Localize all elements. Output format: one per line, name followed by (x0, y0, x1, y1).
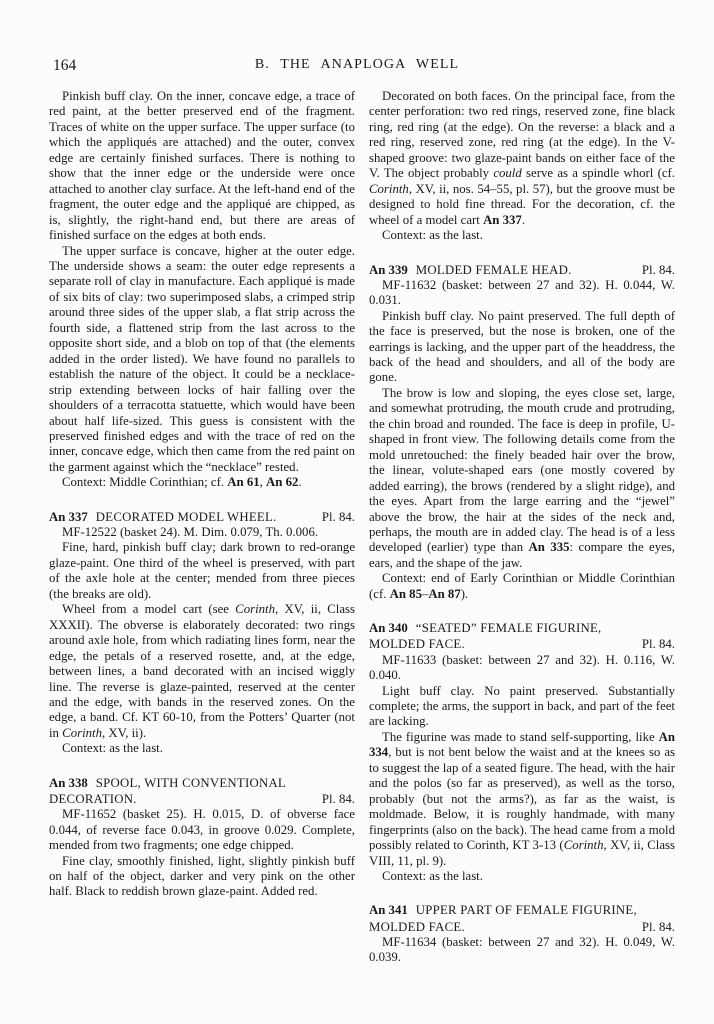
inventory-line: MF-11634 (basket: between 27 and 32). H. 0.049, W. 0.039. (369, 934, 675, 965)
entry-an337-heading (49, 509, 355, 525)
entry-title: “SEATED” FEMALE FIGURINE, (415, 621, 602, 636)
heading-line-2 (369, 919, 675, 935)
heading-line-2 (369, 636, 675, 652)
catalogue-number: An 340 (369, 621, 408, 636)
inventory-line: MF-11632 (basket: between 27 and 32). H. 0.044, W. 0.031. (369, 277, 675, 308)
context-line: Context: as the last. (382, 228, 483, 243)
text-columns (49, 89, 675, 966)
entry-title-continued: MOLDED FACE. (369, 637, 465, 652)
entry-an341-heading (369, 902, 675, 934)
condition-paragraph: Light buff clay. No paint preserved. Substantially complete; the arms, the support in back, and part of the feet are lacking. (369, 683, 675, 729)
catalogue-number: An 337 (49, 509, 88, 524)
entry-an340-heading (369, 620, 675, 652)
heading-left (369, 262, 572, 278)
page-number: 164 (53, 57, 77, 74)
description-paragraph: Decorated on both faces. On the principal face, from the center perforation: two red rings, reserved zone, fine black ring, red ring (at the edge). On the reverse: a black and a red ring, reserved zone, red ring (at the edge). In the V-shaped groove: two glaze-paint bands on either face of the V. The object probably could serve as a spindle whorl (cf. Corinth, XV, ii, nos. 54–55, pl. 57), but the groove must be designed to hold fine thread. For the decoration, cf. the wheel of a model cart An 337. (369, 89, 675, 227)
running-title: B. THE ANAPLOGA WELL (254, 57, 460, 72)
entry-an339-heading (369, 262, 675, 278)
plate-reference: Pl. 84. (321, 791, 355, 806)
heading-line-2 (49, 791, 355, 807)
entry-title: SPOOL, WITH CONVENTIONAL (95, 775, 287, 790)
left-column (49, 89, 355, 966)
plate-reference: Pl. 84. (641, 262, 675, 277)
description-paragraph: The upper surface is concave, higher at the outer edge. The underside shows a seam: the outer edge represents a separate roll of clay in manufacture. Each appliqué is made of six bits of clay: two superimposed slabs, a crimped strip around three sides of the upper slab, a flat strip across the fourth side, a flattened strip from the last across to the opposite short side, and a blob on top of that (the elements added in the order listed). We have found no parallels to establish the nature of the object. It could be a necklace-strip extending between locks of hair falling over the shoulders of a terracotta statuette, which would have been about half life-sized. This guess is consistent with the preserved finished edges and with the trace of red on the inner, concave edge, which then came from the red paint on the garment against which the “necklace” rested. (49, 243, 355, 474)
fabric-paragraph: Fine clay, smoothly finished, light, slightly pinkish buff on half of the object, darker and very pink on the other half. Black to reddish brown glaze-paint. Added red. (49, 853, 355, 899)
entry-title: MOLDED FEMALE HEAD. (415, 262, 572, 277)
heading-line (369, 262, 675, 278)
page-header (0, 57, 714, 77)
heading-line (49, 509, 355, 525)
entry-title: DECORATED MODEL WHEEL. (95, 509, 277, 524)
fabric-paragraph: Fine, hard, pinkish buff clay; dark brown to red-orange glaze-paint. One third of the wheel is preserved, with part of the axle hole at the center; mended from three pieces (the breaks are old). (49, 540, 355, 601)
heading-line (49, 775, 355, 791)
heading-left (49, 775, 286, 791)
description-paragraph: The figurine was made to stand self-supporting, like An 334, but is not bent below the waist and at the knees so as to suggest the lap of a seated figure. The head, with the hair and the polos (so far as preserved), as well as the torso, probably (but not the arms?), as far as the waist, is moldmade. Below, it is roughly handmade, with many fingerprints (also on the back). The head came from a mold possibly related to Corinth, KT 3-13 (Corinth, XV, ii, Class VIII, 11, pl. 9). (369, 729, 675, 868)
heading-left (369, 620, 602, 636)
plate-reference: Pl. 84. (321, 509, 355, 524)
heading-left (49, 509, 277, 525)
condition-paragraph: Pinkish buff clay. No paint preserved. The full depth of the face is preserved, but the nose is broken, one of the earrings is lacking, and the upper part of the headdress, the back of the head and shoulders, and all of the body are gone. (369, 308, 675, 385)
entry-title-continued: DECORATION. (49, 791, 137, 806)
inventory-line: MF-11633 (basket: between 27 and 32). H. 0.116, W. 0.040. (369, 652, 675, 683)
plate-reference: Pl. 84. (641, 637, 675, 652)
entry-title-continued: MOLDED FACE. (369, 919, 465, 934)
entry-title: UPPER PART OF FEMALE FIGURINE, (415, 903, 637, 918)
heading-line (369, 902, 675, 918)
context-line: Context: Middle Corinthian; cf. An 61, An 62. (62, 475, 302, 490)
entry-an338-heading (49, 775, 355, 807)
right-column (369, 89, 675, 966)
inventory-line: MF-11652 (basket 25). H. 0.015, D. of obverse face 0.044, of reverse face 0.043, in groove 0.029. Complete, mended from two fragments; one edge chipped. (49, 807, 355, 853)
description-paragraph: Wheel from a model cart (see Corinth, XV, ii, Class XXXII). The obverse is elaborately decorated: two rings around axle hole, from which radiating lines form, near the edge, the petals of a reserved rosette, and, at the edge, between lines, a band decorated with an incised wiggly line. The reverse is glaze-painted, reserved at the center and the edge, with bands in the reserved zones. On the edge, a band. Cf. KT 60-10, from the Potters’ Quarter (not in Corinth, XV, ii). (49, 602, 356, 740)
continuation-paragraph: Pinkish buff clay. On the inner, concave edge, a trace of red paint, at the better preserved end of the fragment. Traces of white on the upper surface. The upper surface (to which the appliqués are attached) and the outer, convex edge are certainly finished surfaces. There is nothing to show that the inner edge or the underside were once attached to another clay surface. At the left-hand end of the fragment, the outer edge and the appliqué are chipped, as is, slightly, the right-hand end, but there are areas of finished surface on the edges at both ends. (49, 89, 355, 243)
inventory-line: MF-12522 (basket 24). M. Dim. 0.079, Th. 0.006. (62, 524, 319, 539)
heading-line (369, 620, 675, 636)
plate-reference: Pl. 84. (641, 919, 675, 934)
context-line: Context: as the last. (62, 741, 163, 756)
description-paragraph: The brow is low and sloping, the eyes close set, large, and somewhat protruding, the mouth crude and protruding, the chin broad and rounded. The face is deep in profile, U-shaped in front view. The following details come from the mold unretouched: the finely beaded hair over the brow, the linear, volute-shaped ears (one mostly covered by added earring), the brows (rendered by a slight ridge), and the eyes. Apart from the large earring and the “jewel” above the brow, the hair at the sides of the neck and, perhaps, the mouth are in added clay. The head is of a less developed (earlier) type than An 335: compare the eyes, ears, and the shape of the jaw. (369, 385, 675, 570)
heading-left (369, 902, 637, 918)
catalogue-number: An 339 (369, 262, 408, 277)
context-line: Context: end of Early Corinthian or Middle Corinthian (cf. An 85–An 87). (369, 571, 675, 601)
context-line: Context: as the last. (382, 869, 483, 883)
catalogue-number: An 341 (369, 903, 408, 918)
catalogue-number: An 338 (49, 775, 88, 790)
